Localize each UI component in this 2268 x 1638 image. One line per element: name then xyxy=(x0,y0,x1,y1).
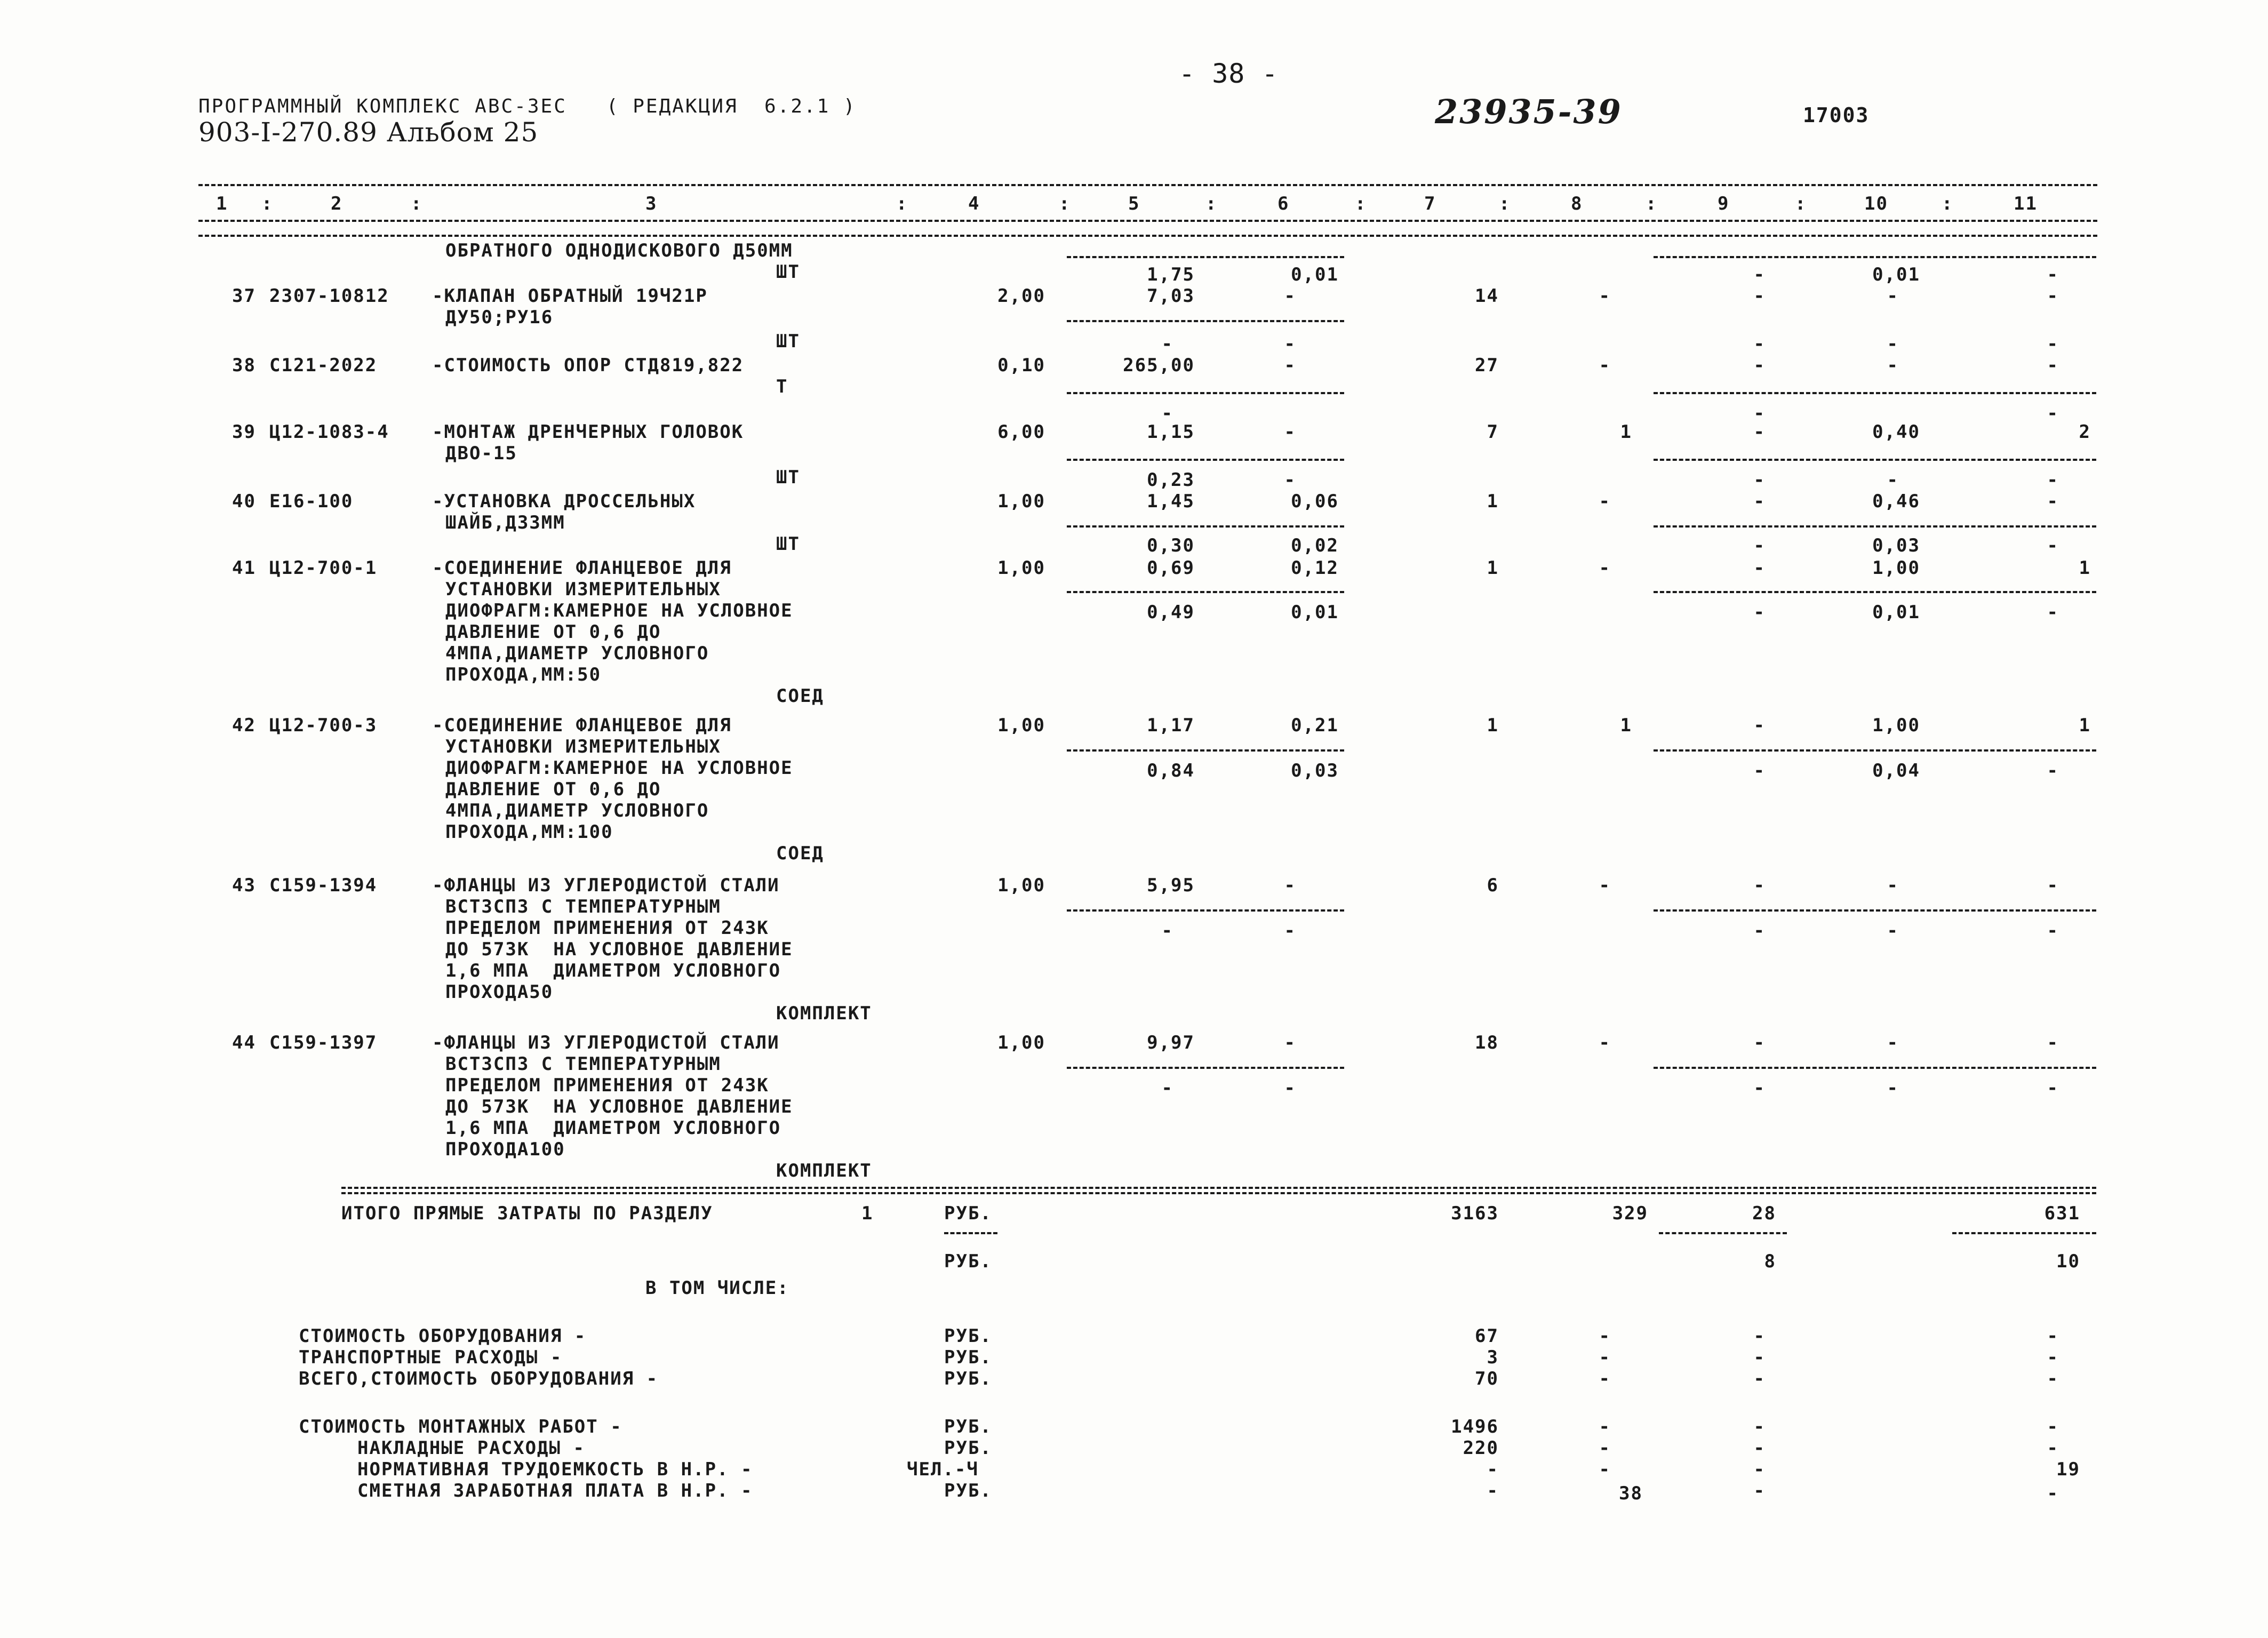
sep xyxy=(1952,1232,2096,1234)
sep xyxy=(1659,1232,1787,1234)
dash: - xyxy=(1753,469,1766,491)
summary-c11: - xyxy=(2047,1368,2059,1389)
row-desc-line: 4МПА,ДИАМЕТР УСЛОВНОГО xyxy=(445,643,709,664)
row-code: Е16-100 xyxy=(269,491,354,512)
col-sep: : xyxy=(1355,193,1367,214)
totals-c9b: 8 xyxy=(1764,1251,1776,1272)
col-5: 5 xyxy=(1128,193,1140,214)
album-title: 903-I-270.89 Альбом 25 xyxy=(198,117,539,148)
dash: - xyxy=(2047,469,2059,491)
totals-section: 1 xyxy=(861,1203,874,1224)
sep xyxy=(1654,749,2096,752)
row-unit: ШТ xyxy=(776,467,800,488)
row-c8: 1 xyxy=(1620,715,1632,736)
summary-c9: - xyxy=(1753,1437,1766,1459)
summary-label: ВСЕГО,СТОИМОСТЬ ОБОРУДОВАНИЯ - xyxy=(299,1368,659,1389)
row-c11: - xyxy=(2047,491,2059,512)
row-qty: 1,00 xyxy=(997,557,1045,579)
col-sep: : xyxy=(411,193,423,214)
row-c10: - xyxy=(1887,1032,1899,1053)
summary-c8: - xyxy=(1599,1347,1611,1368)
row-b5: 0,84 xyxy=(1147,760,1195,781)
row-b5: - xyxy=(1161,1077,1173,1099)
row-c11: 2 xyxy=(2079,421,2091,443)
row-desc-line: -ФЛАНЦЫ ИЗ УГЛЕРОДИСТОЙ СТАЛИ xyxy=(432,1032,780,1053)
row-desc-line: -УСТАНОВКА ДРОССЕЛЬНЫХ xyxy=(432,491,696,512)
row-desc-line: -ФЛАНЦЫ ИЗ УГЛЕРОДИСТОЙ СТАЛИ xyxy=(432,875,780,896)
row-b6: - xyxy=(1284,1077,1296,1099)
including-label: В ТОМ ЧИСЛЕ: xyxy=(645,1277,789,1299)
row-c8: - xyxy=(1599,1032,1611,1053)
sep xyxy=(1654,525,2096,528)
col-sep: : xyxy=(1795,193,1807,214)
summary-c9: - xyxy=(1753,1480,1766,1501)
col-2: 2 xyxy=(331,193,343,214)
summary-label: НАКЛАДНЫЕ РАСХОДЫ - xyxy=(357,1437,585,1459)
summary-c8: - xyxy=(1599,1368,1611,1389)
rule-totals-2 xyxy=(341,1192,2096,1194)
row-desc-line: ДИОФРАГМ:КАМЕРНОЕ НА УСЛОВНОЕ xyxy=(445,600,793,621)
sep xyxy=(1654,591,2096,593)
dash: - xyxy=(2047,403,2059,424)
row-desc-line: 4МПА,ДИАМЕТР УСЛОВНОГО xyxy=(445,800,709,821)
row-c7: 18 xyxy=(1475,1032,1499,1053)
sep xyxy=(1654,1067,2096,1069)
row-c9: - xyxy=(1753,491,1766,512)
row-c10: - xyxy=(1887,285,1899,307)
row-c6: - xyxy=(1284,1032,1296,1053)
summary-unit: РУБ. xyxy=(944,1347,992,1368)
row-desc-line: УСТАНОВКИ ИЗМЕРИТЕЛЬНЫХ xyxy=(445,579,721,600)
summary-c9: - xyxy=(1753,1347,1766,1368)
summary-label: СМЕТНАЯ ЗАРАБОТНАЯ ПЛАТА В Н.Р. - xyxy=(357,1480,753,1501)
row-pre-c5: 1,75 xyxy=(1147,264,1195,285)
row-desc-line: ДУ50;РУ16 xyxy=(445,307,554,328)
row-number: 37 xyxy=(232,285,256,307)
col-sep: : xyxy=(1942,193,1954,214)
summary-c8: - xyxy=(1599,1459,1611,1480)
col-11: 11 xyxy=(2014,193,2038,214)
row-c9: - xyxy=(1753,715,1766,736)
dash: - xyxy=(1161,333,1173,355)
row-unit: КОМПЛЕКТ xyxy=(776,1003,872,1024)
col-sep: : xyxy=(1646,193,1658,214)
row-desc-line: 1,6 МПА ДИАМЕТРОМ УСЛОВНОГО xyxy=(445,1117,781,1139)
row-desc-line: ПРЕДЕЛОМ ПРИМЕНЕНИЯ ОТ 243К xyxy=(445,1075,769,1096)
row-c8: - xyxy=(1599,285,1611,307)
dash: - xyxy=(1284,333,1296,355)
totals-unit: РУБ. xyxy=(944,1203,992,1224)
row-desc-line: ПРОХОДА,ММ:100 xyxy=(445,821,613,843)
rule-header xyxy=(198,220,2097,222)
dash: - xyxy=(1887,469,1899,491)
sep xyxy=(1654,909,2096,912)
row-c6: - xyxy=(1284,875,1296,896)
dash: - xyxy=(2047,333,2059,355)
summary-unit: РУБ. xyxy=(944,1437,992,1459)
row-desc-line: -КЛАПАН ОБРАТНЫЙ 19Ч21Р xyxy=(432,285,708,307)
sep xyxy=(1067,525,1344,528)
row-c9: - xyxy=(1753,875,1766,896)
program-title: ПРОГРАММНЫЙ КОМПЛЕКС АВС-3ЕС ( РЕДАКЦИЯ 6.2.1 ) xyxy=(198,95,857,117)
row-c11: 1 xyxy=(2079,557,2091,579)
summary-c8: 38 xyxy=(1619,1483,1643,1504)
row-c11: - xyxy=(2047,1032,2059,1053)
row-c8: - xyxy=(1599,355,1611,376)
row-c7: 1 xyxy=(1487,557,1499,579)
row-b9: - xyxy=(1753,920,1766,941)
col-sep: : xyxy=(261,193,274,214)
row-b11: - xyxy=(2047,760,2059,781)
row-c11: - xyxy=(2047,285,2059,307)
rule-totals xyxy=(341,1187,2096,1189)
summary-c11: - xyxy=(2047,1347,2059,1368)
row-qty: 1,00 xyxy=(997,1032,1045,1053)
row-number: 44 xyxy=(232,1032,256,1053)
row-number: 39 xyxy=(232,421,256,443)
row-c5: 265,00 xyxy=(1123,355,1195,376)
row-number: 43 xyxy=(232,875,256,896)
row-desc-line: -МОНТАЖ ДРЕНЧЕРНЫХ ГОЛОВОК xyxy=(432,421,744,443)
row-c6: - xyxy=(1284,355,1296,376)
row-c5: 7,03 xyxy=(1147,285,1195,307)
row-number: 38 xyxy=(232,355,256,376)
row-c8: - xyxy=(1599,557,1611,579)
row-b6: 0,02 xyxy=(1291,535,1339,556)
row-pre-c9: - xyxy=(1753,264,1766,285)
summary-unit: РУБ. xyxy=(944,1368,992,1389)
col-sep: : xyxy=(1205,193,1218,214)
summary-label: СТОИМОСТЬ МОНТАЖНЫХ РАБОТ - xyxy=(299,1416,622,1437)
row-b6: 0,03 xyxy=(1291,760,1339,781)
totals-c11: 631 xyxy=(2044,1203,2080,1224)
row-unit: СОЕД xyxy=(776,685,824,707)
summary-unit: РУБ. xyxy=(944,1325,992,1347)
row-c5: 1,45 xyxy=(1147,491,1195,512)
row-desc-line: ШАЙБ,Д33ММ xyxy=(445,512,565,533)
row-c6: 0,12 xyxy=(1291,557,1339,579)
row-desc-line: ПРОХОДА,ММ:50 xyxy=(445,664,602,685)
row-b5: 0,49 xyxy=(1147,602,1195,623)
summary-c9: - xyxy=(1753,1368,1766,1389)
row-qty: 1,00 xyxy=(997,491,1045,512)
row-unit: КОМПЛЕКТ xyxy=(776,1160,872,1181)
sep xyxy=(1654,392,2096,394)
row-b11: - xyxy=(2047,602,2059,623)
row-pre-c10: 0,01 xyxy=(1872,264,1920,285)
summary-c8: - xyxy=(1599,1325,1611,1347)
row-unit: Т xyxy=(776,376,788,397)
totals-unit-2: РУБ. xyxy=(944,1251,992,1272)
page-number: - 38 - xyxy=(1179,58,1279,89)
dash: - xyxy=(1753,535,1766,556)
summary-unit: РУБ. xyxy=(944,1416,992,1437)
row-qty: 6,00 xyxy=(997,421,1045,443)
totals-c9: 28 xyxy=(1752,1203,1776,1224)
summary-c7: 3 xyxy=(1487,1347,1499,1368)
summary-c7: 220 xyxy=(1463,1437,1499,1459)
dash: - xyxy=(1887,333,1899,355)
row-desc-line: УСТАНОВКИ ИЗМЕРИТЕЛЬНЫХ xyxy=(445,736,721,757)
totals-c11b: 10 xyxy=(2056,1251,2080,1272)
row-c10: - xyxy=(1887,355,1899,376)
row-code: С159-1397 xyxy=(269,1032,378,1053)
doc-number: 23935-39 xyxy=(1435,92,1623,131)
row-c9: - xyxy=(1753,421,1766,443)
row-b5: - xyxy=(1161,920,1173,941)
row-b6: - xyxy=(1284,469,1296,491)
row-desc-line: -СОЕДИНЕНИЕ ФЛАНЦЕВОЕ ДЛЯ xyxy=(432,715,732,736)
summary-label: НОРМАТИВНАЯ ТРУДОЕМКОСТЬ В Н.Р. - xyxy=(357,1459,753,1480)
rule-header-2 xyxy=(198,235,2097,237)
dash: - xyxy=(1161,403,1173,424)
row-code: 2307-10812 xyxy=(269,285,389,307)
row-c10: - xyxy=(1887,875,1899,896)
row-b10: 0,03 xyxy=(1872,535,1920,556)
row-c9: - xyxy=(1753,285,1766,307)
sep xyxy=(1067,459,1344,461)
row-b9: - xyxy=(1753,760,1766,781)
row-desc-line: ВСТ3СП3 С ТЕМПЕРАТУРНЫМ xyxy=(445,896,721,917)
row-desc-line: ВСТ3СП3 С ТЕМПЕРАТУРНЫМ xyxy=(445,1053,721,1075)
row-qty: 1,00 xyxy=(997,875,1045,896)
row-code: Ц12-1083-4 xyxy=(269,421,389,443)
doc-code: 17003 xyxy=(1803,103,1870,127)
col-3: 3 xyxy=(645,193,658,214)
row-c8: - xyxy=(1599,491,1611,512)
row-qty: 0,10 xyxy=(997,355,1045,376)
row-b6: 0,01 xyxy=(1291,602,1339,623)
row-desc-line: ДИОФРАГМ:КАМЕРНОЕ НА УСЛОВНОЕ xyxy=(445,757,793,779)
row-c10: 1,00 xyxy=(1872,715,1920,736)
row-unit: СОЕД xyxy=(776,843,824,864)
col-10: 10 xyxy=(1864,193,1888,214)
row-desc-line: ДВО-15 xyxy=(445,443,517,464)
row-c11: - xyxy=(2047,355,2059,376)
row-c8: - xyxy=(1599,875,1611,896)
summary-c11: - xyxy=(2047,1325,2059,1347)
summary-c8: - xyxy=(1599,1416,1611,1437)
row-desc-line: 1,6 МПА ДИАМЕТРОМ УСЛОВНОГО xyxy=(445,960,781,981)
row-desc-line: ПРЕДЕЛОМ ПРИМЕНЕНИЯ ОТ 243К xyxy=(445,917,769,939)
row-desc-line: ПРОХОДА100 xyxy=(445,1139,565,1160)
row-pre-desc: ОБРАТНОГО ОДНОДИСКОВОГО Д50ММ xyxy=(445,240,793,261)
col-1: 1 xyxy=(216,193,228,214)
sep xyxy=(1067,909,1344,912)
col-4: 4 xyxy=(968,193,980,214)
row-desc-line: ДАВЛЕНИЕ ОТ 0,6 ДО xyxy=(445,621,661,643)
row-desc-line: ДАВЛЕНИЕ ОТ 0,6 ДО xyxy=(445,779,661,800)
summary-c11: - xyxy=(2047,1483,2059,1504)
row-desc-line: ДО 573К НА УСЛОВНОЕ ДАВЛЕНИЕ xyxy=(445,1096,793,1117)
row-number: 42 xyxy=(232,715,256,736)
row-c9: - xyxy=(1753,1032,1766,1053)
col-sep: : xyxy=(896,193,908,214)
row-c5: 1,17 xyxy=(1147,715,1195,736)
dash: - xyxy=(1753,403,1766,424)
summary-c11: - xyxy=(2047,1437,2059,1459)
row-pre-unit: ШТ xyxy=(776,261,800,283)
row-unit: ШТ xyxy=(776,533,800,555)
summary-c7: - xyxy=(1487,1459,1499,1480)
summary-label: СТОИМОСТЬ ОБОРУДОВАНИЯ - xyxy=(299,1325,587,1347)
row-unit: ШТ xyxy=(776,331,800,352)
summary-unit: ЧЕЛ.-Ч xyxy=(907,1459,979,1480)
row-number: 40 xyxy=(232,491,256,512)
sep xyxy=(1067,591,1344,593)
row-c6: - xyxy=(1284,421,1296,443)
col-9: 9 xyxy=(1718,193,1730,214)
row-desc-line: ДО 573К НА УСЛОВНОЕ ДАВЛЕНИЕ xyxy=(445,939,793,960)
summary-c9: - xyxy=(1753,1459,1766,1480)
summary-c7: 67 xyxy=(1475,1325,1499,1347)
summary-c7: - xyxy=(1487,1480,1499,1501)
row-b10: 0,04 xyxy=(1872,760,1920,781)
row-desc-line: ПРОХОДА50 xyxy=(445,981,554,1003)
row-code: С121-2022 xyxy=(269,355,378,376)
summary-c7: 1496 xyxy=(1451,1416,1499,1437)
row-pre-c11: - xyxy=(2047,264,2059,285)
row-c7: 14 xyxy=(1475,285,1499,307)
row-c8: 1 xyxy=(1620,421,1632,443)
summary-c9: - xyxy=(1753,1416,1766,1437)
totals-c8: 329 xyxy=(1612,1203,1648,1224)
row-qty: 2,00 xyxy=(997,285,1045,307)
summary-c11: 19 xyxy=(2056,1459,2080,1480)
row-code: Ц12-700-1 xyxy=(269,557,378,579)
row-b10: - xyxy=(1887,1077,1899,1099)
row-c6: 0,06 xyxy=(1291,491,1339,512)
dash: - xyxy=(2047,535,2059,556)
sep xyxy=(1067,749,1344,752)
row-c5: 1,15 xyxy=(1147,421,1195,443)
row-number: 41 xyxy=(232,557,256,579)
row-code: С159-1394 xyxy=(269,875,378,896)
col-sep: : xyxy=(1499,193,1511,214)
row-c10: 0,40 xyxy=(1872,421,1920,443)
row-b11: - xyxy=(2047,920,2059,941)
col-7: 7 xyxy=(1424,193,1436,214)
row-pre-c6: 0,01 xyxy=(1291,264,1339,285)
dash: - xyxy=(1753,333,1766,355)
row-b6: - xyxy=(1284,920,1296,941)
col-sep: : xyxy=(1059,193,1071,214)
row-c5: 9,97 xyxy=(1147,1032,1195,1053)
row-c7: 1 xyxy=(1487,491,1499,512)
row-c5: 5,95 xyxy=(1147,875,1195,896)
summary-c11: - xyxy=(2047,1416,2059,1437)
summary-label: ТРАНСПОРТНЫЕ РАСХОДЫ - xyxy=(299,1347,563,1368)
row-b10: - xyxy=(1887,920,1899,941)
summary-c7: 70 xyxy=(1475,1368,1499,1389)
row-c11: 1 xyxy=(2079,715,2091,736)
row-c7: 1 xyxy=(1487,715,1499,736)
row-c7: 7 xyxy=(1487,421,1499,443)
row-b9: - xyxy=(1753,602,1766,623)
row-b11: - xyxy=(2047,1077,2059,1099)
totals-c7: 3163 xyxy=(1451,1203,1499,1224)
summary-unit: РУБ. xyxy=(944,1480,992,1501)
sep xyxy=(1067,256,1344,258)
row-c9: - xyxy=(1753,557,1766,579)
row-c5: 0,69 xyxy=(1147,557,1195,579)
row-b5: 0,23 xyxy=(1147,469,1195,491)
row-qty: 1,00 xyxy=(997,715,1045,736)
summary-c9: - xyxy=(1753,1325,1766,1347)
sep xyxy=(1654,459,2096,461)
col-8: 8 xyxy=(1571,193,1583,214)
row-c7: 6 xyxy=(1487,875,1499,896)
row-desc-line: -СОЕДИНЕНИЕ ФЛАНЦЕВОЕ ДЛЯ xyxy=(432,557,732,579)
row-c6: 0,21 xyxy=(1291,715,1339,736)
row-c9: - xyxy=(1753,355,1766,376)
row-desc-line: -СТОИМОСТЬ ОПОР СТД819,822 xyxy=(432,355,744,376)
sep xyxy=(944,1232,997,1234)
row-c10: 0,46 xyxy=(1872,491,1920,512)
row-b9: - xyxy=(1753,1077,1766,1099)
row-c11: - xyxy=(2047,875,2059,896)
row-b5: 0,30 xyxy=(1147,535,1195,556)
totals-label: ИТОГО ПРЯМЫЕ ЗАТРАТЫ ПО РАЗДЕЛУ xyxy=(341,1203,713,1224)
row-b10: 0,01 xyxy=(1872,602,1920,623)
summary-c8: - xyxy=(1599,1437,1611,1459)
row-c10: 1,00 xyxy=(1872,557,1920,579)
row-code: Ц12-700-3 xyxy=(269,715,378,736)
col-6: 6 xyxy=(1277,193,1290,214)
row-c6: - xyxy=(1284,285,1296,307)
rule-top xyxy=(198,184,2097,186)
row-c7: 27 xyxy=(1475,355,1499,376)
sep xyxy=(1067,392,1344,394)
sep xyxy=(1067,320,1344,322)
sep xyxy=(1067,1067,1344,1069)
sep xyxy=(1654,256,2096,258)
